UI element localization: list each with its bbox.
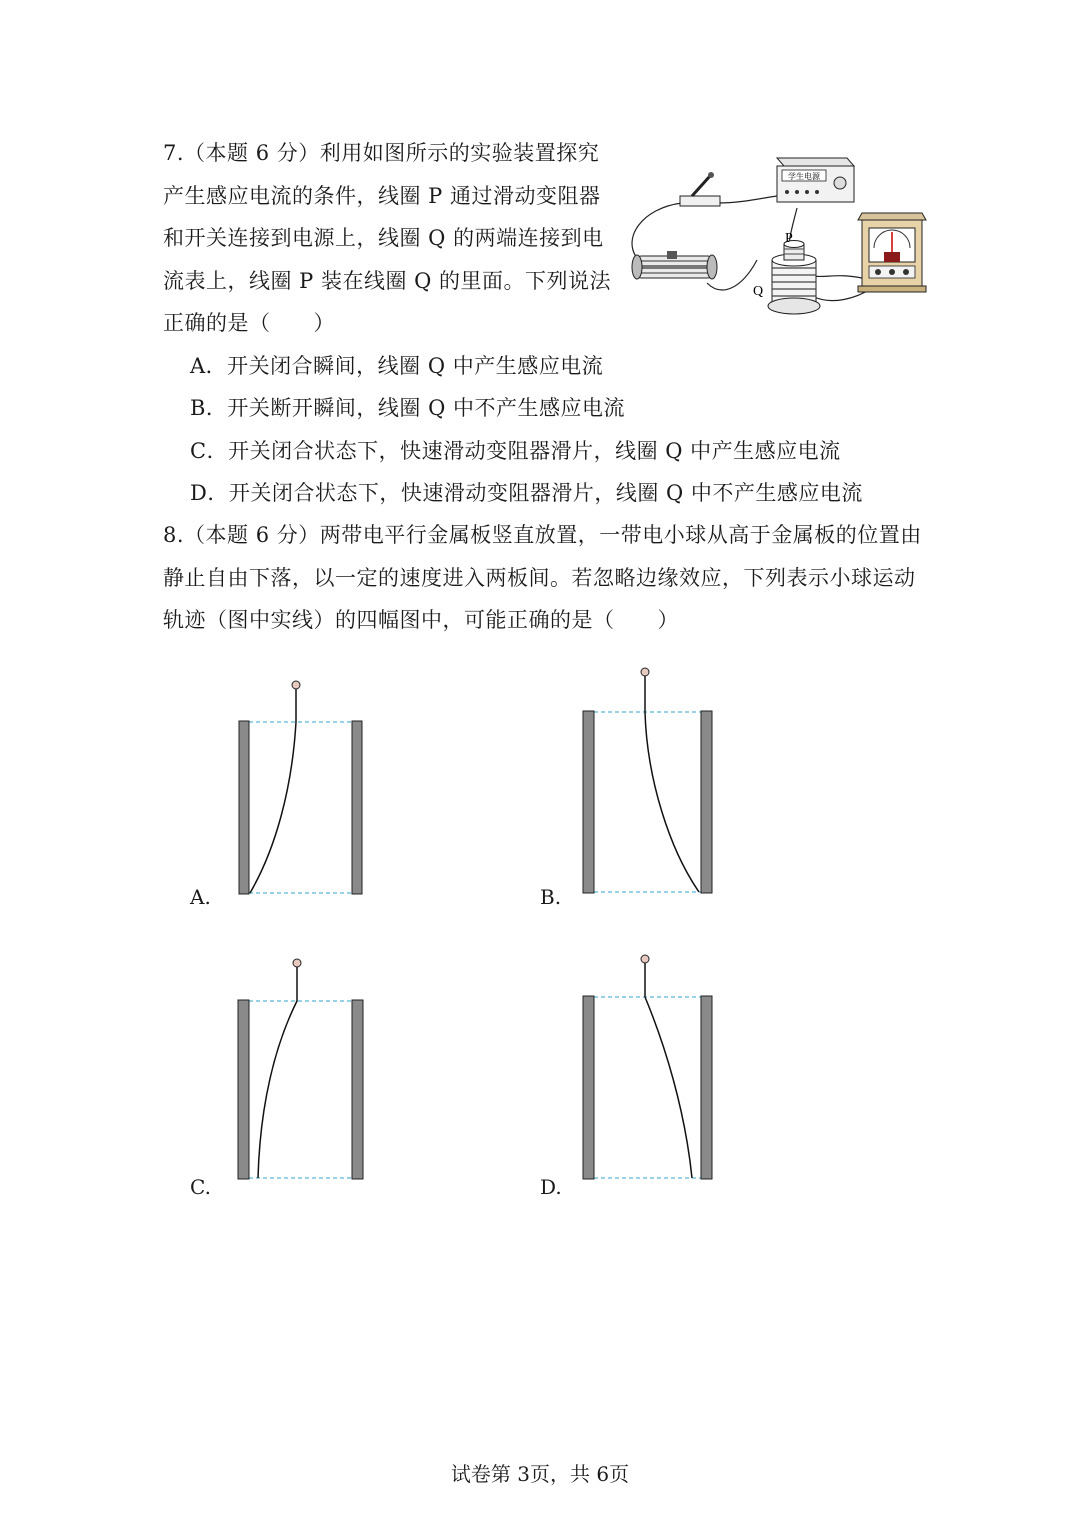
q8-line-3: 轨迹（图中实线）的四幅图中，可能正确的是（ ） [163, 608, 679, 632]
figure-a [230, 670, 380, 905]
left-plate [583, 711, 594, 893]
page-footer: 试卷第 3页，共 6页 [450, 1462, 630, 1486]
left-plate [583, 996, 594, 1179]
q8-line-2: 静止自由下落，以一定的速度进入两板间。若忽略边缘效应，下列表示小球运动 [163, 566, 916, 590]
q7-option-b: B．开关断开瞬间，线圈 Q 中不产生感应电流 [190, 396, 625, 420]
coil-q [768, 254, 820, 314]
trajectory [250, 689, 296, 893]
charged-ball [292, 681, 300, 689]
figure-a-label: A. [190, 885, 211, 909]
figure-b [575, 660, 725, 900]
wire [632, 203, 682, 258]
figure-d [575, 950, 725, 1182]
q7-line-1: 7.（本题 6 分）利用如图所示的实验装置探究 [163, 141, 600, 165]
q7-option-d: D．开关闭合状态下，快速滑动变阻器滑片，线圈 Q 中不产生感应电流 [190, 481, 863, 505]
trajectory [258, 967, 297, 1178]
q7-option-a: A．开关闭合瞬间，线圈 Q 中产生感应电流 [190, 354, 604, 378]
power-supply-label: 学生电源 [788, 172, 820, 181]
power-supply [777, 158, 854, 202]
right-plate [701, 711, 712, 893]
coil-q-label: Q [753, 284, 764, 299]
right-plate [352, 721, 362, 894]
sliding-rheostat [632, 251, 717, 279]
charged-ball [641, 668, 649, 676]
figure-c [230, 955, 380, 1187]
knife-switch [680, 172, 720, 206]
left-plate [239, 721, 249, 894]
q7-line-5: 正确的是（ ） [163, 311, 335, 335]
right-plate [352, 1000, 363, 1179]
galvanometer [858, 213, 926, 292]
figure-b-label: B. [540, 885, 562, 909]
charged-ball [293, 959, 301, 967]
q7-line-4: 流表上，线圈 P 装在线圈 Q 的里面。下列说法 [163, 269, 612, 293]
trajectory [645, 676, 699, 892]
charged-ball [641, 955, 649, 963]
right-plate [701, 996, 712, 1179]
induction-apparatus-figure [622, 148, 927, 318]
left-plate [238, 1000, 249, 1179]
wire [812, 276, 862, 278]
q7-line-3: 和开关连接到电源上，线圈 Q 的两端连接到电 [163, 226, 604, 250]
trajectory [645, 963, 692, 1178]
q8-line-1: 8.（本题 6 分）两带电平行金属板竖直放置，一带电小球从高于金属板的位置由 [163, 523, 922, 547]
wire [717, 196, 777, 203]
figure-d-label: D. [540, 1175, 562, 1199]
q7-option-c: C．开关闭合状态下，快速滑动变阻器滑片，线圈 Q 中产生感应电流 [190, 439, 841, 463]
figure-c-label: C. [190, 1175, 211, 1199]
q7-line-2: 产生感应电流的条件，线圈 P 通过滑动变阻器 [163, 184, 601, 208]
coil-p-label: P [785, 231, 793, 246]
